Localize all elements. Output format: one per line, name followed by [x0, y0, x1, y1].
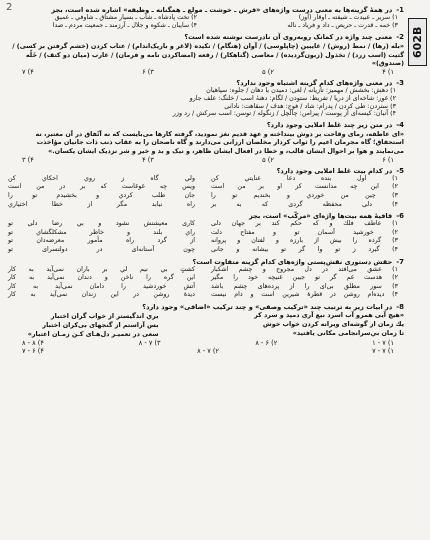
- question-5-text: در کدام بیت غلط املایی وجود دارد؟: [276, 166, 393, 175]
- question-1-number: 1-: [396, 6, 404, 14]
- side-code-box: 602B: [408, 18, 427, 66]
- q6-verse-3b: از گرد راه مأمور معرضه‌دان تو: [8, 237, 195, 245]
- q6-verse-1b: كاری معيشتش نشود و بي رضا دلی تو: [8, 220, 195, 228]
- question-5: [8, 167, 404, 209]
- q8-choice-2[interactable]: ۲) ۶ - ۸: [255, 338, 278, 347]
- page-mark: 2: [6, 2, 13, 13]
- question-6-text: قافيهٔ همه بيت‌ها واژه‌ای «مرکّب» است، بجز: [249, 212, 393, 221]
- q1-option-1[interactable]: ۱) سرير ـ عبيدت ـ شيفته ـ اوقار (آوز): [298, 14, 398, 21]
- question-3: [8, 79, 404, 118]
- q5-verse-2a[interactable]: ۲) اين چه مدانست کز او بر من است: [211, 183, 398, 191]
- question-5-number: 5-: [396, 166, 404, 175]
- q2-choice-3[interactable]: ۳) ۶: [142, 68, 154, 77]
- q6-verse-2b: راي بلند و خاطر مشكلگشاي تو: [8, 228, 195, 236]
- q7-verse-2b: اين گره را ناخن و دندان نمی‌آيد به كار: [8, 274, 195, 282]
- question-4-number: 4-: [396, 121, 404, 130]
- question-2-text: معنی چند واژه در کمانک روبه‌روی آن نادرست نوشته شده است؟: [184, 33, 393, 42]
- q2-choice-1[interactable]: ۱) ۴: [382, 68, 394, 77]
- q5-verse-3a[interactable]: ۳) چين من خوردي و بخنديم تو را: [211, 192, 398, 199]
- question-2: [8, 33, 404, 76]
- question-4-text: در متن زیر چند غلط املایی وجود دارد؟: [266, 121, 393, 130]
- question-6-number: 6-: [396, 212, 404, 221]
- q9-choice-2[interactable]: ۲) ۷ - ۸: [197, 346, 219, 355]
- q8-choice-1[interactable]: ۱) ۷ - ۱: [372, 338, 394, 347]
- q6-verse-3a[interactable]: ۳) گرده را بیش از بارزه و لفتان و پروانه: [211, 237, 398, 245]
- question-1-text: در همهٔ گزینه‌ها به معنی درست واژه‌های «فرش ـ خوشت ـ مولع ـ همگنانه ـ وظیفه» اشاره شده است، بجز: [51, 6, 393, 14]
- q8-verse-2: يك زمان از گوشه‌ای ويرانه كردن خواب خوش: [262, 319, 404, 328]
- q4-choice-3[interactable]: ۳) ۴: [142, 155, 154, 164]
- question-3-text: در معنی واژه‌های کدام گزینه اشتباه وجود ندارد؟: [236, 79, 393, 88]
- q8-choice-3[interactable]: ۳) ۷ - ۸: [138, 338, 161, 347]
- q9-verse-1: بري اندگيستر از خواب گران اختبار: [50, 311, 159, 320]
- question-6: [8, 212, 404, 254]
- q3-option-1[interactable]: ۱) دهش: بخشش / مهمیز: تازیانه / لغی: دمیدن یا دهان / جلوه: سپاهیان: [206, 86, 396, 95]
- question-8: [8, 303, 404, 355]
- q5-verse-1a[interactable]: ۱) اول بنده دعا عنايتي کن: [211, 174, 398, 182]
- question-1-head: [8, 6, 404, 14]
- q4-choice-2[interactable]: ۲) ۵: [262, 155, 274, 164]
- question-4: [8, 121, 404, 164]
- q8-verse-1: «هیچ آیی همرو آب اسرد نیع آری دمید و سرد كر: [254, 310, 404, 319]
- q7-verse-3b: آتش خوردشید را دامان نمی‌آید به کار: [8, 282, 195, 290]
- q7-verse-1a[interactable]: ۱) عشق می‌افتد در دل مجروح و چشم اشکبار: [211, 265, 398, 273]
- question-8-number: 8-: [396, 302, 404, 311]
- q1-option-2[interactable]: ۲) تخت پادشاه ـ شاب ـ بسيار مشتاق ـ شاوفي ـ عميق: [54, 14, 197, 21]
- question-8-text: در ابیات زیر به ترتیب چند «ترکیب وصفی» و چند ترکیب «اضافی» وجود دارد؟: [142, 302, 393, 311]
- q8-choice-4[interactable]: ۴) ۸ - ۸: [22, 338, 44, 347]
- q9-verse-3: سعى در تعميـر دل‌هـاى كـن زمـان اعتبار»: [27, 329, 159, 338]
- q1-option-4[interactable]: ۴) سايبان ـ شكوه و جلال ـ آرزمند ـ جمعيت مردم ـ صدا: [52, 22, 197, 30]
- question-3-number: 3-: [396, 79, 404, 88]
- q2-choice-2[interactable]: ۲) ۵: [262, 68, 274, 77]
- q7-verse-4b: دیدهٔ روشن در این زندان نمی‌آید به کار: [8, 291, 195, 299]
- q5-verse-1b: ولي گاه ز روي احكاي کن: [8, 174, 195, 182]
- q7-verse-1b: كشتٍ بي نيم لي بر باران نمی‌آيد به كار: [8, 265, 195, 273]
- q9-choice-last[interactable]: ۴) ۶ - ۷: [22, 346, 44, 355]
- q4-choice-4[interactable]: ۴) ۳: [22, 155, 34, 164]
- q3-option-4[interactable]: ۴) آنبان: کیسه‌ای از پوست / پیرامن: چالچل / زنگوله / توسن: اسب سرکش / رد وزر: [172, 109, 396, 118]
- q1-option-3[interactable]: ۳) خمه ـ قدرت ـ حريص ـ داد و فرياد ـ ناله: [287, 22, 398, 30]
- q6-verse-1a[interactable]: ۱) عاطف فلك و كه حكم كند بر جهان دلی: [211, 220, 398, 228]
- question-1: [8, 6, 404, 30]
- q2-choice-4[interactable]: ۴) ۷: [22, 68, 34, 77]
- q5-verse-4a[interactable]: ۴) دلی محفظه گردی که به بر: [211, 200, 398, 208]
- q5-verse-3b: جان طلب كردي و بخشيدم تو را: [8, 192, 195, 199]
- question-7-number: 7-: [396, 257, 404, 266]
- q3-option-2[interactable]: ۲) غور: شاخه‌ای از دریا / تفریط: ستودن / لگام: دهنهٔ اسب / خلنگ: علف جارو: [189, 93, 396, 102]
- q9-verse-2: بس آراستم از گنجهاى بى‌كران اختبار: [42, 320, 159, 329]
- q7-verse-2a[interactable]: ۲) هدست غم گر تو جیبن غنیچه خود را مگیر: [211, 274, 398, 282]
- question-4-passage: «ای عاطفه، رمای وقاحت بر دوش بینداخته و عهد قدیم نغز نمودید، گرفته کارها می‌بایست که نه آتّفاق در آن معتبر، نه استحقاق؛ گاه مجرمان اعیم را ثواب کردار مخلصان ارزانی می‌دارند و گاه ناصحان را به عقاب ذنب ذات جانیان مؤاخذت می‌نمایند و هوا بر احوال ایشان قالب، و خطا در افعال ایشان ظاهر، و نیک و بد و خیر و شر نزدیک ایشان یکسان.»: [35, 130, 404, 155]
- question-2-body: «بله (رها) / نمط (روش) / غايبين (چاپلوسی) / آوان (هنگام) / تكيده (لاغر و باريک‌اندام) / عتاب كردن (خشم گرفتن بر كسی) / گتيت (اسب زرد) / تخذول (زبون‌گرديده) / معاصی (گناهكار) / رقعه (امضاكردن نامه و فرمان) / غارب (ميان دو كتف) / خَلّه (صندوق)»: [12, 42, 404, 67]
- q6-verse-4b: چون آستانه‌ای در دولتسرای تو: [8, 245, 195, 253]
- question-2-number: 2-: [396, 33, 404, 42]
- q6-verse-2a[interactable]: ۲) خورشيد آسمان تو و مفتاح دلت: [211, 228, 398, 236]
- q6-verse-4a[interactable]: ۴) گيرد ز تو وا گر تو بيشانه و جانی: [211, 245, 398, 253]
- q9-choice-1[interactable]: ۱) ۷ - ۷: [372, 346, 394, 355]
- q4-choice-1[interactable]: ۱) ۶: [382, 155, 394, 164]
- question-7: [8, 258, 404, 300]
- q5-verse-4b: راه نيابد مگر از خطا اختياري: [8, 200, 195, 208]
- q8-verse-3: تا زمان بي‌سرانجامی مكانی يافتيد»: [292, 328, 404, 337]
- q7-verse-4a[interactable]: ۴) دیده‌ام روشن در قطرهٔ شیرین است و دام نیست: [211, 291, 398, 299]
- q3-option-3[interactable]: ۳) ستردن: طی کردن / پدرام: شاد / فوج: هدف / سقاهت: نادانی: [224, 101, 396, 110]
- q7-verse-3a[interactable]: ۳) سور مطلق بی‌ای را از پرده‌های چشم باشد: [211, 282, 398, 290]
- question-7-text: حقش دستوری نقش‌پستی واژه‌های کدام گزینه متفاوت است؟: [192, 257, 393, 266]
- q5-verse-2b: ويس چه غوغاست كه بر در من است: [8, 183, 195, 191]
